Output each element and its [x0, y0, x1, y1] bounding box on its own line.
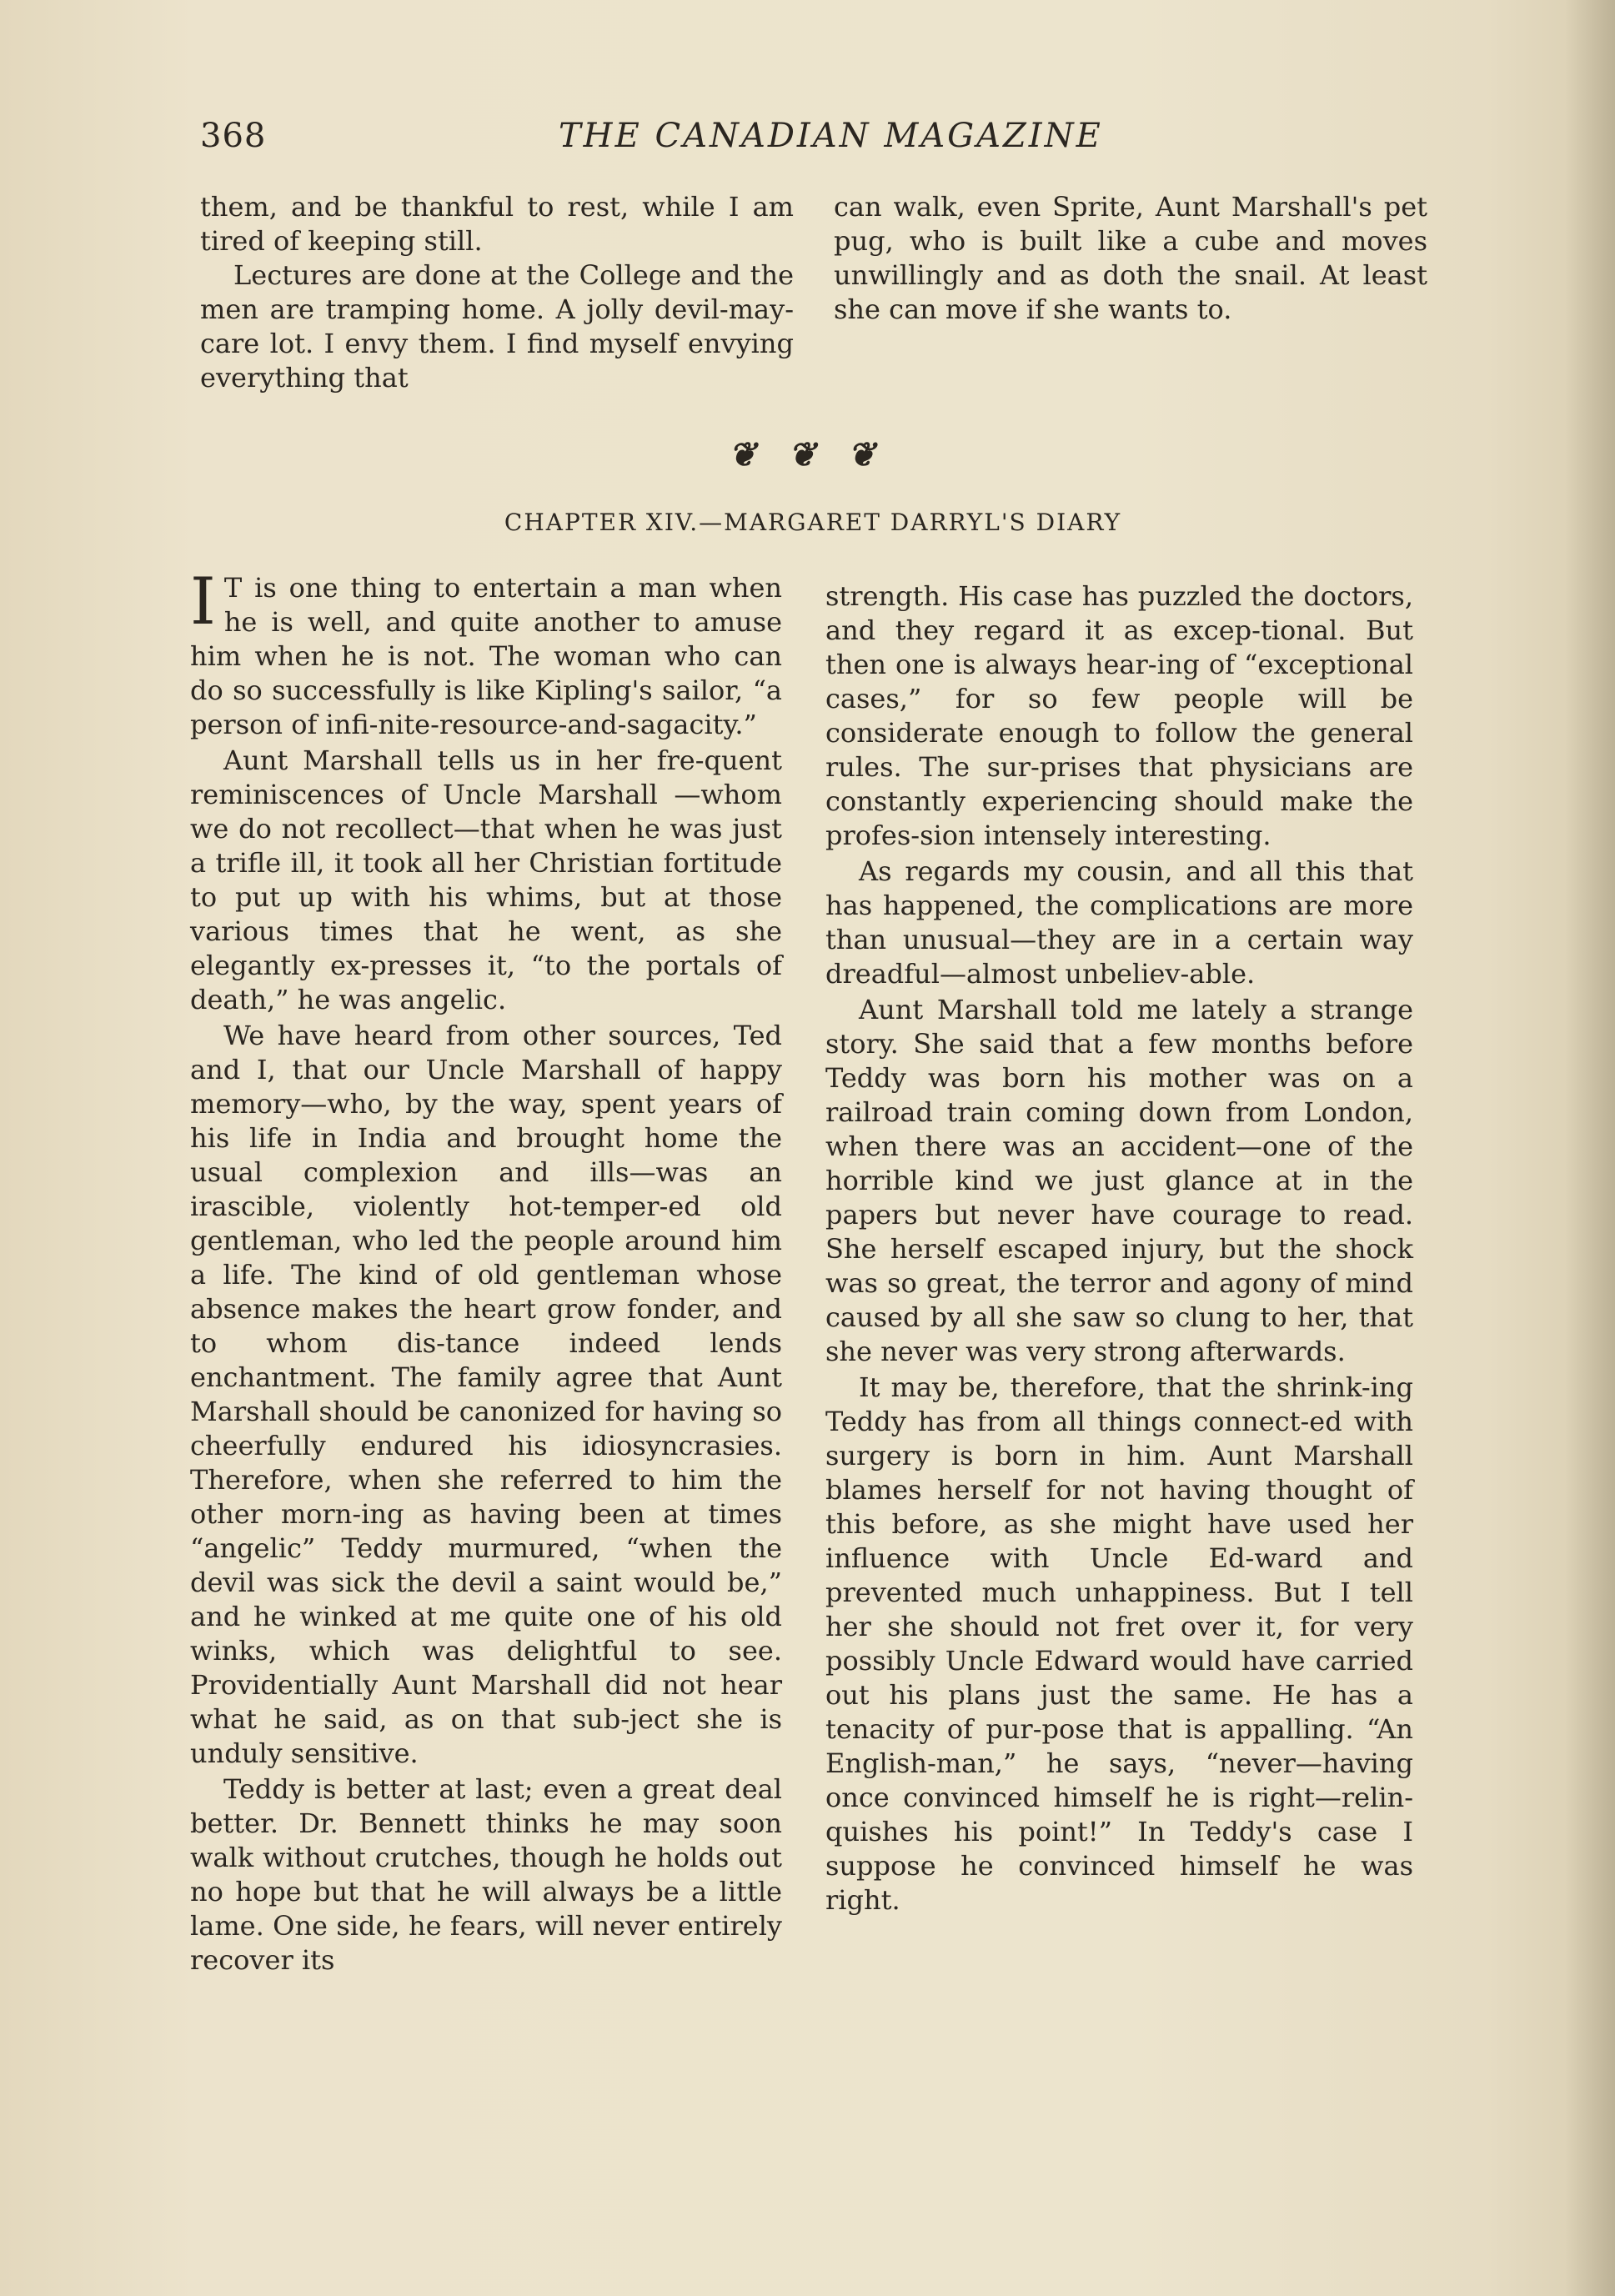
- paragraph: Aunt Marshall told me lately a strange story. She said that a few months before Teddy was born his mother was on a railroad train coming down from London, when there was an accident—one of the horrible kind we just glance at in the papers but never have courage to read. She herself escaped injury, but the shock was so great, the terror and agony of mind caused by all she saw so clung to her, that she never was very strong afterwards.: [825, 994, 1413, 1367]
- page-header: [200, 117, 1434, 167]
- paragraph: Lectures are done at the College and the men are tramping home. A jolly devil-may-care lot. I envy them. I find myself envying everything that: [200, 259, 794, 394]
- chapter-left-column: [190, 564, 782, 1979]
- drop-cap: I: [190, 564, 216, 639]
- paragraph: Teddy is better at last; even a great deal better. Dr. Bennett thinks he may soon walk without crutches, though he holds out no hope but that he will always be a little lame. One side, he fears, will never entirely recover its: [190, 1773, 782, 1976]
- section-ornament: ❦ ❦ ❦: [728, 435, 886, 474]
- paragraph: can walk, even Sprite, Aunt Marshall's pet pug, who is built like a cube and moves unwillingly and as doth the snail. At least she can move if she wants to.: [834, 191, 1427, 325]
- running-title: THE CANADIAN MAGAZINE: [559, 117, 1103, 155]
- paragraph: We have heard from other sources, Ted and I, that our Uncle Marshall of happy memory—who, by the way, spent years of his life in India and brought home the usual complexion and ills—was an irascible, violently hot-temper-ed old gentleman, who led the people around him a life. The kind of old gentleman whose absence makes the heart grow fonder, and to whom dis-tance indeed lends enchantment. The family agree that Aunt Marshall should be canonized for having so cheerfully endured his idiosyncrasies. Therefore, when she referred to him the other morn-ing as having been at times “angelic” Teddy murmured, “when the devil was sick the devil a saint would be,” and he winked at me quite one of his old winks, which was delightful to see. Providentially Aunt Marshall did not hear what he said, as on that sub-ject she is unduly sensitive.: [190, 1020, 782, 1769]
- chapter-right-column: [825, 579, 1413, 1919]
- paragraph: [190, 564, 782, 742]
- top-right-column: [834, 190, 1427, 327]
- paragraph: As regards my cousin, and all this that has happened, the complications are more than unusual—they are in a certain way dreadful—almost unbeliev-able.: [825, 855, 1413, 990]
- chapter-heading: CHAPTER XIV.—MARGARET DARRYL'S DIARY: [504, 509, 1122, 536]
- page-gutter-shadow: [1565, 0, 1615, 2296]
- page-number: 368: [200, 117, 267, 155]
- paragraph: It may be, therefore, that the shrink-ing Teddy has from all things connect-ed with surgery is born in him. Aunt Marshall blames herself for not having thought of this before, as she might have used her influence with Uncle Ed-ward and prevented much unhappiness. But I tell her she should not fret over it, for very possibly Uncle Edward would have carried out his plans just the same. He has a tenacity of pur-pose that is appalling. “An English-man,” he says, “never—having once convinced himself he is right—relin-quishes his point!” In Teddy's case I suppose he convinced himself he was right.: [825, 1371, 1413, 1916]
- first-paragraph-text: T is one thing to entertain a man when he is well, and quite another to amuse him when he is not. The woman who can do so successfully is like Kipling's sailor, “a person of infi-nite-resource-and-sagacity.”: [190, 572, 782, 740]
- paragraph: strength. His case has puzzled the doctors, and they regard it as excep-tional. But then one is always hear-ing of “exceptional cases,” for so few people will be considerate enough to follow the general rules. The sur-prises that physicians are constantly experiencing should make the profes-sion intensely interesting.: [825, 580, 1413, 851]
- top-left-column: [200, 190, 794, 395]
- paragraph: Aunt Marshall tells us in her fre-quent reminiscences of Uncle Marshall —whom we do not recollect—that when he was just a trifle ill, it took all her Christian fortitude to put up with his whims, but at those various times that he went, as she elegantly ex-presses it, “to the portals of death,” he was angelic.: [190, 744, 782, 1015]
- paragraph: them, and be thankful to rest, while I am tired of keeping still.: [200, 191, 794, 257]
